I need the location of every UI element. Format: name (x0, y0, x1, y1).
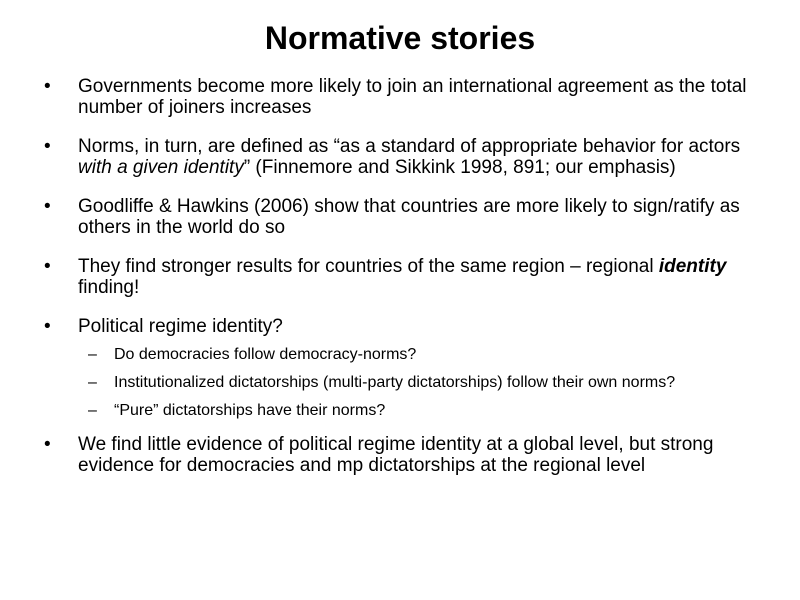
bullet-item-1 (0, 76, 800, 118)
sub-bullet-marker: – (88, 402, 97, 419)
bullet-text: We find little evidence of political regime identity at a global level, but strong evidence for democracies and mp dictatorships at the regional level (78, 434, 714, 476)
bullet-list (0, 76, 800, 494)
bullet-item-2 (0, 136, 800, 178)
sub-bullet-marker: – (88, 374, 97, 391)
sub-bullet-text: “Pure” dictatorships have their norms? (114, 402, 386, 419)
sub-bullet-text: Institutionalized dictatorships (multi-party dictatorships) follow their own norms? (114, 374, 676, 391)
sub-bullet-item-1 (78, 346, 760, 364)
bullet-marker: • (44, 136, 51, 157)
bullet-text: Goodliffe & Hawkins (2006) show that countries are more likely to sign/ratify as others in the world do so (78, 196, 740, 238)
bullet-marker: • (44, 256, 51, 277)
bullet-marker: • (44, 316, 51, 337)
bullet-text (78, 256, 726, 298)
sub-bullet-marker: – (88, 346, 97, 363)
slide-title: Normative stories (264, 20, 536, 56)
bullet-marker: • (44, 196, 51, 217)
bullet-item-4 (0, 256, 800, 298)
bullet-text (78, 136, 740, 178)
sub-bullet-text: Do democracies follow democracy-norms? (114, 346, 417, 363)
bullet-marker: • (44, 434, 51, 455)
bullet-text-italic: with a given identity (78, 157, 244, 178)
sub-bullet-item-3 (78, 402, 760, 420)
bullet-text-part: Norms, in turn, are defined as “as a standard of appropriate behavior for actors (78, 136, 741, 157)
bullet-text-bold-italic: identity (658, 256, 727, 277)
bullet-text-part: ” (Finnemore and Sikkink 1998, 891; our emphasis) (243, 157, 676, 178)
bullet-item-6 (0, 434, 800, 476)
bullet-text-part: finding! (78, 277, 140, 298)
bullet-text-part: They find stronger results for countries of the same region – regional (78, 256, 659, 277)
bullet-item-3 (0, 196, 800, 238)
sub-bullet-item-2 (78, 374, 760, 392)
bullet-text: Governments become more likely to join an international agreement as the total number of joiners increases (78, 76, 747, 118)
bullet-marker: • (44, 76, 51, 97)
sub-bullet-list (78, 346, 760, 420)
bullet-item-5 (0, 316, 800, 420)
bullet-text: Political regime identity? (78, 316, 283, 337)
